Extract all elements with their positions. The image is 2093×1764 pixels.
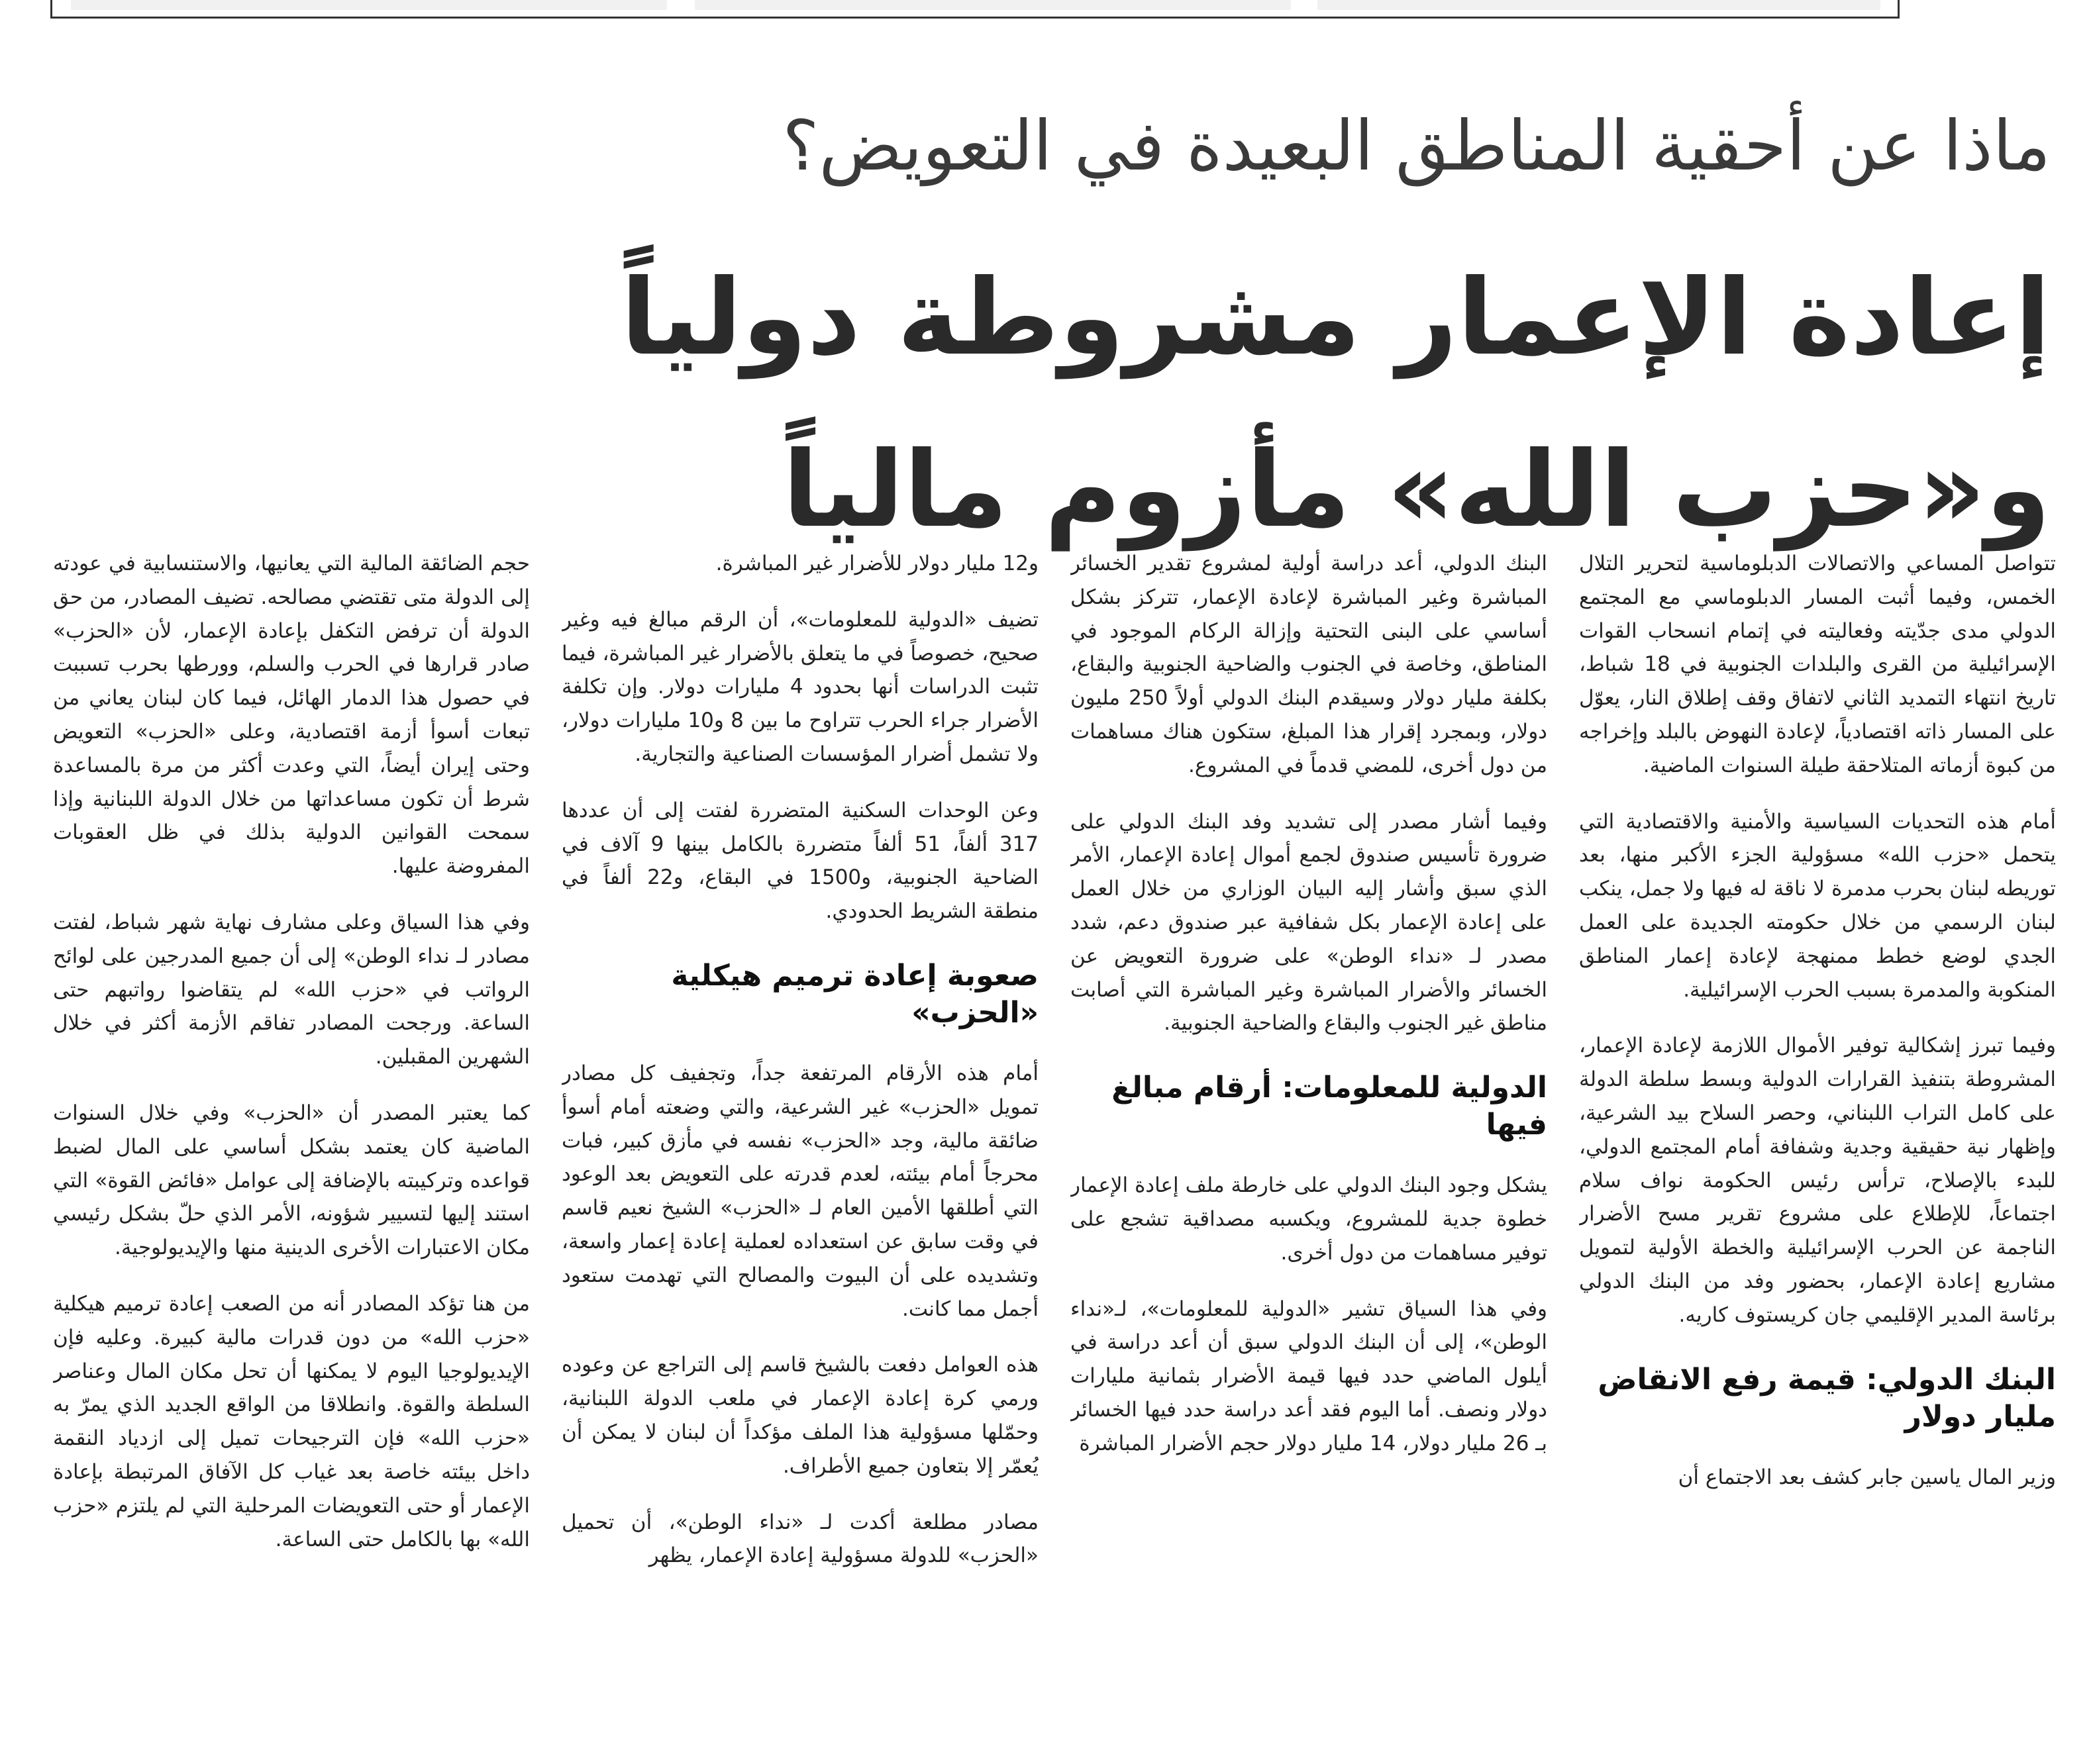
section-subheading: صعوبة إعادة ترميم هيكلية «الحزب»: [671, 958, 1039, 1030]
top-frame-panel: [71, 0, 667, 10]
article-paragraph: البنك الدولي، أعد دراسة أولية لمشروع تقدير الخسائر المباشرة وغير المباشرة لإعادة الإعمار، تتركز بشكل أساسي على البنى التحتية وإزالة الركام الموجود في المناطق، وخاصة في الجنوب والضاحية الجنوبية والبقاع، بكلفة مليار دولار وسيقدم البنك الدولي أولاً 250 مليون دولار، وبمجرد إقرار هذا المبلغ، ستكون هناك مساهمات من دول أخرى، للمضي قدماً في المشروع.: [1070, 552, 1547, 777]
article-paragraph: وفيما أشار مصدر إلى تشديد وفد البنك الدولي على ضرورة تأسيس صندوق لجمع أموال إعادة الإعمار، الأمر الذي سبق وأشار إليه البيان الوزاري من خلال العمل على إعادة الإعمار بكل شفافية عبر صندوق دعم، شدد مصدر لـ «نداء الوطن» على ضرورة التعويض عن الخسائر والأضرار المباشرة وغير المباشرة التي أصابت مناطق غير الجنوب والبقاع والضاحية الجنوبية.: [1070, 809, 1547, 1036]
top-frame: [50, 0, 1900, 19]
headline-line-2: و«حزب الله» مأزوم مالياً: [782, 429, 2051, 551]
article-paragraph: من هنا تؤكد المصادر أنه من الصعب إعادة ترميم هيكلية «حزب الله» من دون قدرات مالية كبيرة. وعليه فإن الإيديولوجيا اليوم لا يمكنها أن تحل مكان المال وعناصر السلطة والقوة. وانطلاقا من الواقع الجديد الذي يمرّ به «حزب الله» فإن الترجيحات تميل إلى ازدياد النقمة داخل بيئته خاصة بعد غياب كل الآفاق المرتبطة بإعادة الإعمار أو حتى التعويضات المرحلية التي لم يلتزم «حزب الله» بها بالكامل حتى الساعة.: [53, 1291, 530, 1551]
article-paragraph: أمام هذه التحديات السياسية والأمنية والاقتصادية التي يتحمل «حزب الله» مسؤولية الجزء الأكبر منها، بعد توريطه لبنان بحرب مدمرة لا ناقة له فيها ولا جمل، ينكب لبنان الرسمي من خلال حكومته الجديدة على العمل الجدي لوضع خطط ممنهجة لإعادة إعمار المناطق المنكوبة والمدمرة بسبب الحرب الإسرائيلية.: [1579, 809, 2056, 1002]
headline-line-1: إعادة الإعمار مشروطة دولياً: [621, 257, 2051, 379]
article-paragraph: هذه العوامل دفعت بالشيخ قاسم إلى التراجع عن وعوده ورمي كرة إعادة الإعمار في ملعب الدولة اللبنانية، وحمّلها مسؤولية هذا الملف مؤكداً أن لبنان لا يمكن أن يُعمّر إلا بتعاون جميع الأطراف.: [562, 1353, 1039, 1478]
section-subheading: البنك الدولي: قيمة رفع الانقاض مليار دولار: [1598, 1362, 2056, 1434]
article-headline: [130, 232, 2051, 576]
article-kicker: ماذا عن أحقية المناطق البعيدة في التعويض؟: [782, 105, 2051, 186]
article-paragraph: وفي هذا السياق وعلى مشارف نهاية شهر شباط، لفتت مصادر لـ نداء الوطن» إلى أن جميع المدرجين على لوائح الرواتب في «حزب الله» لم يتقاضوا رواتبهم حتى الساعة. ورجحت المصادر تفاقم الأزمة أكثر في خلال الشهرين المقبلين.: [53, 910, 530, 1069]
article-paragraph: أمام هذه الأرقام المرتفعة جداً، وتجفيف كل مصادر تمويل «الحزب» غير الشرعية، والتي وضعته أمام أسوأ ضائقة مالية، وجد «الحزب» نفسه في مأزق كبير، فبات محرجاً أمام بيئته، لعدم قدرته على التعويض بعد الوعود التي أطلقها الأمين العام لـ «الحزب» الشيخ نعيم قاسم في وقت سابق عن استعداده لعملية إعادة إعمار واسعة، وتشديده على أن البيوت والمصالح التي تهدمت ستعود أجمل مما كانت.: [562, 1061, 1039, 1321]
article-paragraph: وفي هذا السياق تشير «الدولية للمعلومات»، لـ«نداء الوطن»، إلى أن البنك الدولي سبق أن أعد دراسة في أيلول الماضي حدد فيها قيمة الأضرار بثمانية مليارات دولار ونصف. أما اليوم فقد أعد دراسة حدد فيها الخسائر بـ 26 مليار دولار، 14 مليار دولار حجم الأضرار المباشرة: [1070, 1297, 1547, 1455]
article-paragraph: مصادر مطلعة أكدت لـ «نداء الوطن»، أن تحميل «الحزب» للدولة مسؤولية إعادة الإعمار، يظهر: [562, 1510, 1039, 1568]
article-paragraph: حجم الضائقة المالية التي يعانيها، والاستنسابية في عودته إلى الدولة متى تقتضي مصالحه. تضيف المصادر، من حق الدولة أن ترفض التكفل بإعادة الإعمار، لأن «الحزب» صادر قرارها في الحرب والسلم، وورطها بحرب تسببت في حصول هذا الدمار الهائل، فيما كان لبنان يعاني من تبعات أسوأ أزمة اقتصادية، وعلى «الحزب» التعويض وحتى إيران أيضاً، التي وعدت أكثر من مرة بالمساعدة شرط أن تكون مساعداتها من خلال الدولة اللبنانية وإذا سمحت القوانين الدولية بذلك في ظل العقوبات المفروضة عليها.: [53, 552, 530, 879]
top-frame-panel: [695, 0, 1291, 10]
article-paragraph: كما يعتبر المصدر أن «الحزب» وفي خلال السنوات الماضية كان يعتمد بشكل أساسي على المال لضبط قواعده وتركيبته بالإضافة إلى عوامل «فائض القوة» التي استند إليها لتسيير شؤونه، الأمر الذي حلّ بشكل رئيسي مكان الاعتبارات الأخرى الدينية منها والإيديولوجية.: [53, 1101, 530, 1260]
article-paragraph: و12 مليار دولار للأضرار غير المباشرة.: [715, 552, 1039, 575]
article-paragraph: يشكل وجود البنك الدولي على خارطة ملف إعادة الإعمار خطوة جدية للمشروع، ويكسبه مصداقية تشجع على توفير مساهمات من دول أخرى.: [1070, 1173, 1547, 1265]
section-subheading: الدولية للمعلومات: أرقام مبالغ فيها: [1111, 1071, 1547, 1142]
article-column-3: [562, 547, 1039, 1764]
top-frame-panel: [1317, 0, 1880, 10]
article-paragraph: وعن الوحدات السكنية المتضررة لفتت إلى أن عددها 317 ألفاً، 51 ألفاً متضررة بالكامل بينها 9 آلاف في الضاحية الجنوبية، و1500 في البقاع، و22 ألفاً في منطقة الشريط الحدودي.: [562, 798, 1039, 924]
article-paragraph: وزير المال ياسين جابر كشف بعد الاجتماع أن: [1678, 1465, 2056, 1489]
article-column-1: [1579, 547, 2056, 1764]
article-paragraph: تتواصل المساعي والاتصالات الدبلوماسية لتحرير التلال الخمس، وفيما أثبت المسار الدبلوماسي مع المجتمع الدولي مدى جدّيته وفعاليته في إتمام انسحاب القوات الإسرائيلية من القرى والبلدات الجنوبية في 18 شباط، تاريخ انتهاء التمديد الثاني لاتفاق وقف إطلاق النار، يعوّل على المسار ذاته اقتصادياً، لإعادة النهوض بالبلد وإخراجه من كبوة أزماته المتلاحقة طيلة السنوات الماضية.: [1579, 552, 2056, 777]
article-column-2: [1070, 547, 1547, 1764]
article-column-4: [53, 547, 530, 1764]
article-paragraph: تضيف «الدولية للمعلومات»، أن الرقم مبالغ فيه وغير صحيح، خصوصاً في ما يتعلق بالأضرار غير المباشرة، فيما تثبت الدراسات أنها بحدود 4 مليارات دولار. وإن تكلفة الأضرار جراء الحرب تتراوح ما بين 8 و10 مليارات دولار، ولا تشمل أضرار المؤسسات الصناعية والتجارية.: [562, 607, 1039, 766]
article-paragraph: وفيما تبرز إشكالية توفير الأموال اللازمة لإعادة الإعمار، المشروطة بتنفيذ القرارات الدولية وبسط سلطة الدولة على كامل التراب اللبناني، وحصر السلاح بيد الشرعية، وإظهار نية حقيقية وجدية وشفافة أمام المجتمع الدولي، للبدء بالإصلاح، ترأس رئيس الحكومة نواف سلام اجتماعاً، للإطلاع على مشروع تقرير مسح الأضرار الناجمة عن الحرب الإسرائيلية والخطة الأولية لتمويل مشاريع إعادة الإعمار، بحضور وفد من البنك الدولي برئاسة المدير الإقليمي جان كريستوف كاريه.: [1579, 1034, 2056, 1327]
